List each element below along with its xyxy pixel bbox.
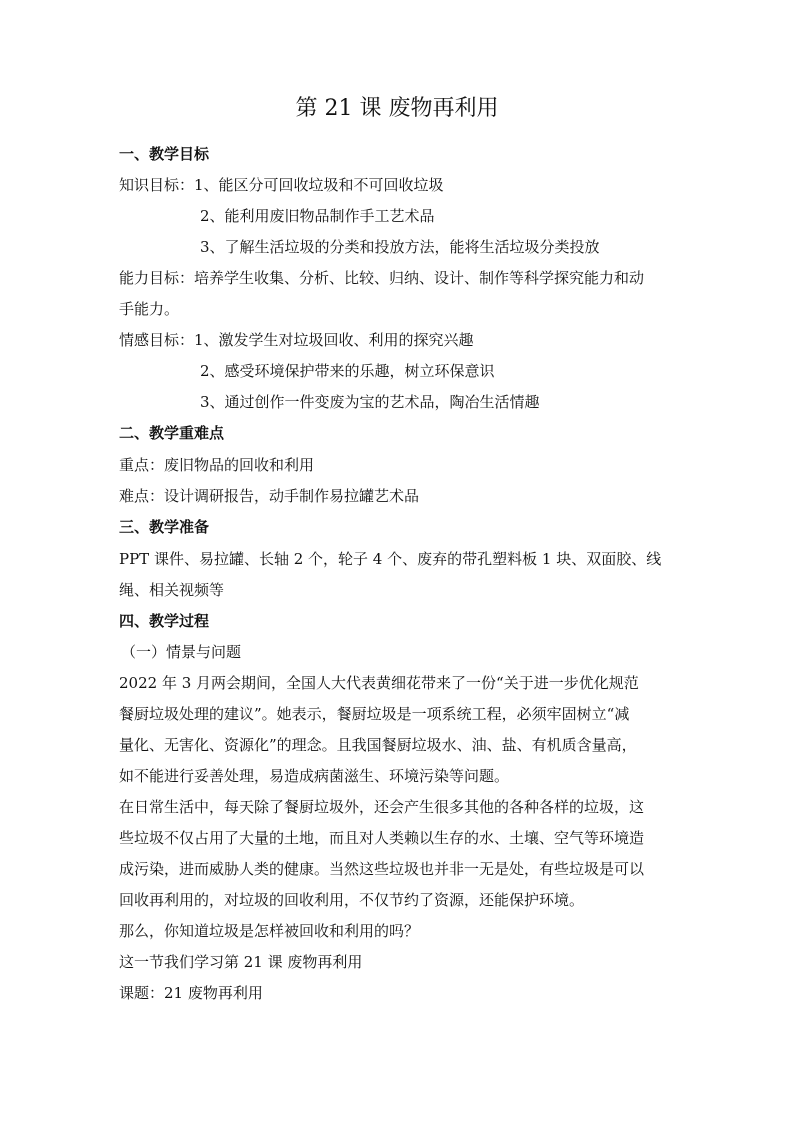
emotion-goal-1: 情感目标：1、激发学生对垃圾回收、利用的探究兴趣 bbox=[119, 331, 474, 349]
key-point: 重点：废旧物品的回收和利用 bbox=[119, 456, 315, 474]
knowledge-goal-2: 2、能利用废旧物品制作手工艺术品 bbox=[200, 207, 435, 225]
paragraph-1-line-1: 2022 年 3 月两会期间，全国人大代表黄细花带来了一份“关于进一步优化规范 bbox=[119, 674, 639, 692]
intro-line: 这一节我们学习第 21 课 废物再利用 bbox=[119, 953, 363, 971]
paragraph-2-line-4: 回收再利用的，对垃圾的回收利用，不仅节约了资源，还能保护环境。 bbox=[119, 891, 585, 909]
page-title: 第 21 课 废物再利用 bbox=[295, 96, 499, 121]
paragraph-2-line-1: 在日常生活中，每天除了餐厨垃圾外，还会产生很多其他的各种各样的垃圾，这 bbox=[119, 798, 645, 816]
preparation-line-2: 绳、相关视频等 bbox=[119, 581, 225, 599]
topic-line: 课题：21 废物再利用 bbox=[119, 984, 263, 1002]
paragraph-2-line-2: 些垃圾不仅占用了大量的土地，而且对人类赖以生存的水、土壤、空气等环境造 bbox=[119, 829, 645, 847]
ability-goal-line-2: 手能力。 bbox=[119, 300, 180, 318]
ability-goal-line-1: 能力目标：培养学生收集、分析、比较、归纳、设计、制作等科学探究能力和动 bbox=[119, 269, 645, 287]
subsection-heading-scenario: （一）情景与问题 bbox=[121, 643, 242, 661]
paragraph-1-line-2: 餐厨垃圾处理的建议”。她表示，餐厨垃圾是一项系统工程，必须牢固树立“减 bbox=[119, 705, 630, 723]
section-heading-process: 四、教学过程 bbox=[119, 612, 210, 630]
difficult-point: 难点：设计调研报告，动手制作易拉罐艺术品 bbox=[119, 487, 420, 505]
emotion-goal-3: 3、通过创作一件变废为宝的艺术品，陶冶生活情趣 bbox=[200, 393, 540, 411]
paragraph-1-line-4: 如不能进行妥善处理，易造成病菌滋生、环境污染等问题。 bbox=[119, 767, 510, 785]
section-heading-preparation: 三、教学准备 bbox=[119, 518, 210, 536]
knowledge-goal-1: 知识目标：1、能区分可回收垃圾和不可回收垃圾 bbox=[119, 176, 444, 194]
knowledge-goal-3: 3、了解生活垃圾的分类和投放方法，能将生活垃圾分类投放 bbox=[200, 238, 600, 256]
paragraph-1-line-3: 量化、无害化、资源化”的理念。且我国餐厨垃圾水、油、盐、有机质含量高， bbox=[119, 736, 637, 754]
section-heading-key-points: 二、教学重难点 bbox=[119, 424, 225, 442]
emotion-goal-2: 2、感受环境保护带来的乐趣，树立环保意识 bbox=[200, 362, 495, 380]
question-line: 那么，你知道垃圾是怎样被回收和利用的吗？ bbox=[119, 922, 420, 940]
section-heading-goals: 一、教学目标 bbox=[119, 145, 210, 163]
preparation-line-1: PPT 课件、易拉罐、长轴 2 个，轮子 4 个、废弃的带孔塑料板 1 块、双面胶、线 bbox=[119, 550, 662, 568]
paragraph-2-line-3: 成污染，进而威胁人类的健康。当然这些垃圾也并非一无是处，有些垃圾是可以 bbox=[119, 860, 645, 878]
